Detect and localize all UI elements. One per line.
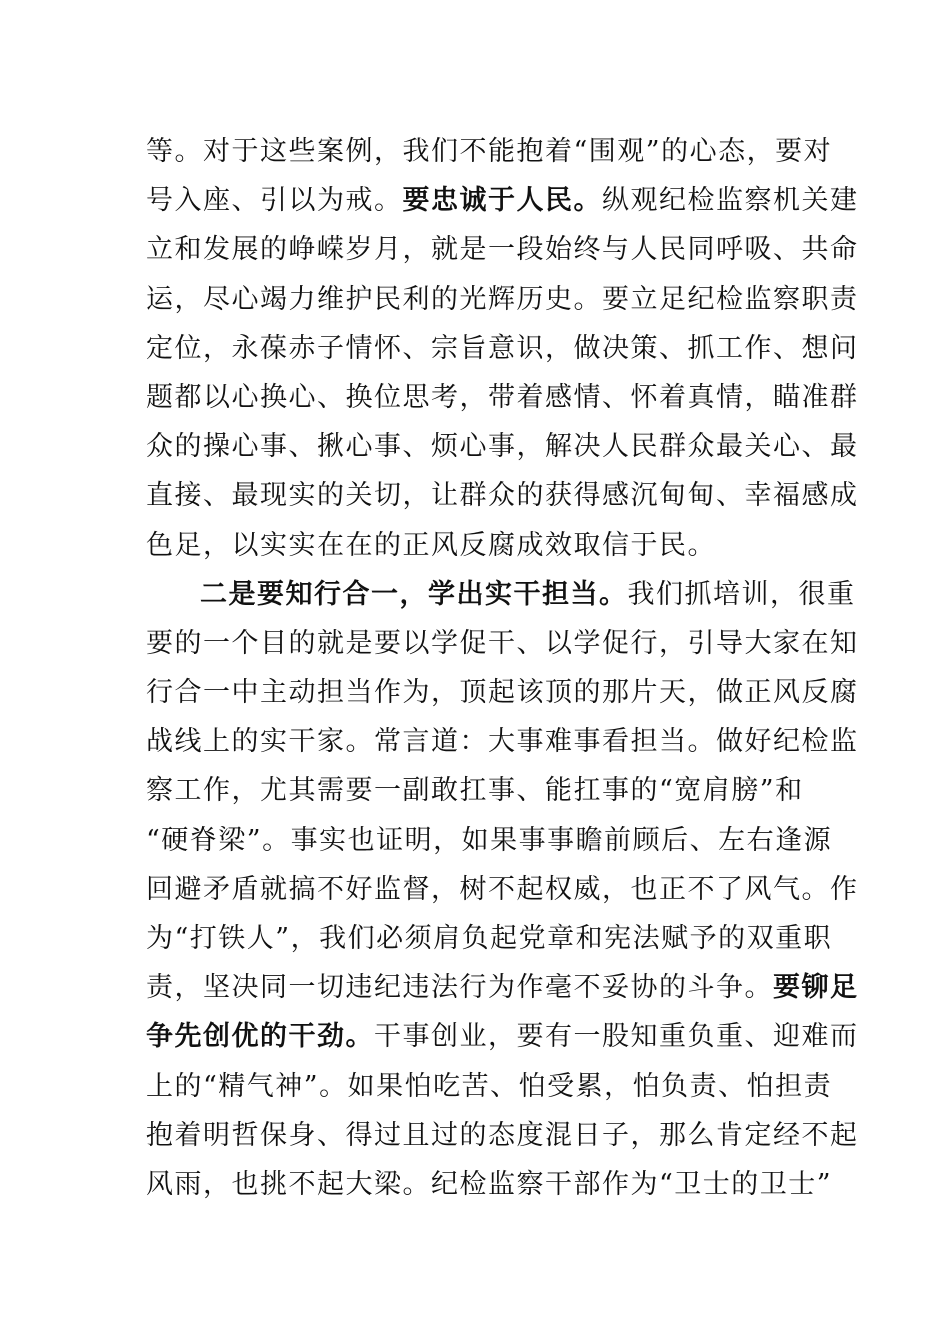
- text-line: [146, 1160, 833, 1209]
- text-line: [146, 1062, 833, 1111]
- document-body: [146, 127, 859, 1209]
- text-run: 上的“精气神”。如果怕吃苦、怕受累，怕负责、怕担责: [146, 1070, 833, 1102]
- text-run: 我们抓培训，很重: [627, 578, 856, 610]
- text-run: 责，坚决同一切违纪违法行为作毫不妥协的斗争。: [146, 972, 773, 1004]
- text-line: [146, 816, 833, 865]
- text-run: “硬脊梁”。事实也证明，如果事事瞻前顾后、左右逢源: [146, 824, 833, 856]
- text-run: 定位，永葆赤子情怀、宗旨意识，做决策、抓工作、想问: [146, 332, 859, 364]
- text-line: [146, 127, 833, 176]
- text-line: [146, 225, 859, 274]
- text-line: [146, 521, 806, 570]
- text-line: [146, 275, 859, 324]
- text-line: [146, 1111, 859, 1160]
- text-line: [146, 914, 833, 963]
- text-line: [146, 176, 859, 225]
- text-run: 为“打铁人”，我们必须肩负起党章和宪法赋予的双重职: [146, 923, 833, 954]
- text-run: 回避矛盾就搞不好监督，树不起权威，也正不了风气。作: [146, 873, 859, 905]
- text-line: [146, 373, 859, 422]
- bold-heading-run: 要忠诚于人民。: [402, 185, 602, 217]
- text-run: 题都以心换心、换位思考，带着感情、怀着真情，瞄准群: [146, 381, 859, 413]
- text-run: 干事创业，要有一股知重负重、迎难而: [374, 1021, 859, 1053]
- text-run: 直接、最现实的关切，让群众的获得感沉甸甸、幸福感成: [146, 480, 859, 512]
- text-line: [146, 324, 859, 373]
- text-run: 风雨，也挑不起大梁。纪检监察干部作为“卫士的卫士”: [146, 1168, 833, 1200]
- bold-heading-run: 二是要知行合一，学出实干担当。: [200, 578, 628, 610]
- text-line: [146, 766, 806, 815]
- text-line: [146, 717, 859, 766]
- text-run: 纵观纪检监察机关建: [602, 185, 859, 217]
- bold-heading-run: 争先创优的干劲。: [146, 1021, 374, 1053]
- text-line: [146, 422, 859, 471]
- text-run: 行合一中主动担当作为，顶起该顶的那片天，做正风反腐: [146, 677, 859, 709]
- text-line: [146, 1012, 859, 1061]
- text-run: 等。对于这些案例，我们不能抱着“围观”的心态，要对: [146, 136, 833, 167]
- text-line: [146, 963, 859, 1012]
- text-run: 众的操心事、揪心事、烦心事，解决人民群众最关心、最: [146, 431, 859, 463]
- text-run: 立和发展的峥嵘岁月，就是一段始终与人民同呼吸、共命: [146, 234, 859, 266]
- text-run: 抱着明哲保身、得过且过的态度混日子，那么肯定经不起: [146, 1119, 859, 1151]
- text-line: [146, 865, 859, 914]
- text-run: 运，尽心竭力维护民利的光辉历史。要立足纪检监察职责: [146, 283, 859, 315]
- text-run: 色足，以实实在在的正风反腐成效取信于民。: [146, 529, 716, 561]
- text-run: 号入座、引以为戒。: [146, 185, 403, 217]
- text-run: 战线上的实干家。常言道：大事难事看担当。做好纪检监: [146, 726, 859, 758]
- text-line: [146, 471, 859, 520]
- text-line: [146, 619, 859, 668]
- text-run: 察工作，尤其需要一副敢扛事、能扛事的“宽肩膀”和: [146, 775, 804, 807]
- bold-heading-run: 要铆足: [773, 972, 859, 1004]
- text-run: 要的一个目的就是要以学促干、以学促行，引导大家在知: [146, 627, 859, 659]
- text-line: [146, 668, 859, 717]
- paragraph-first-line: [146, 570, 856, 619]
